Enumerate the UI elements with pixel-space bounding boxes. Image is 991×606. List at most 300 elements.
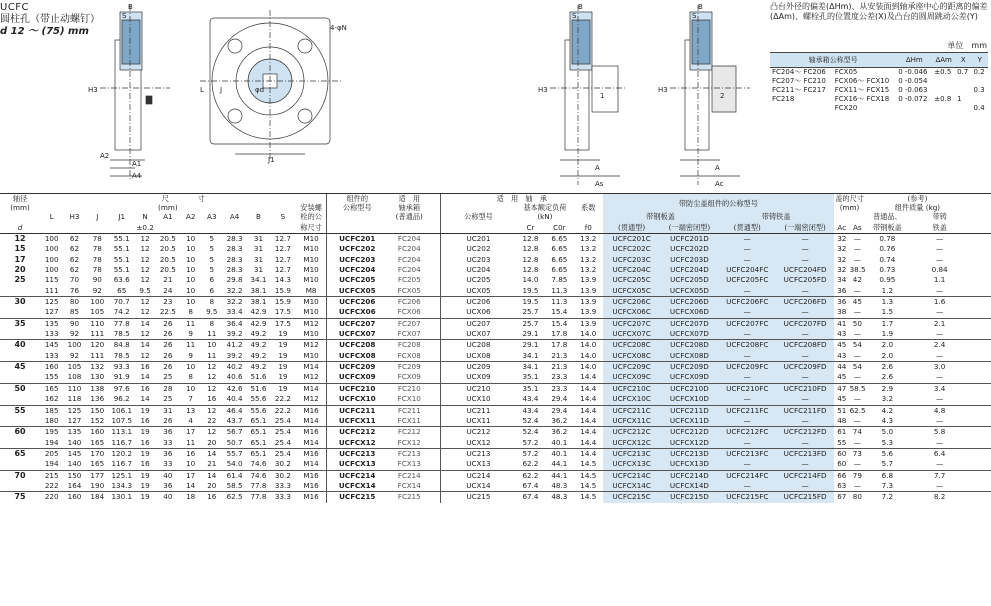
cell-j: 111 <box>90 329 105 339</box>
cell-fd: UCFC210FD <box>776 383 834 394</box>
cell-mc: — <box>936 437 944 447</box>
cell-bearing: UCX12 <box>440 438 516 449</box>
cell-unit: UCFC208 <box>327 340 387 351</box>
cell-b: 31 <box>253 254 264 264</box>
cell-m: 0.76 <box>879 244 896 254</box>
cell-mc: — <box>936 307 944 317</box>
cell-h3: 135 <box>63 427 85 438</box>
cell-m: 2.9 <box>865 383 909 394</box>
cell-mc: 0.84 <box>931 265 948 275</box>
cell-mc: — <box>936 415 944 425</box>
cell-s: 22.2 <box>274 394 291 404</box>
cell-fd: — <box>776 329 834 340</box>
cell-h3: 145 <box>63 448 85 459</box>
cell-fd: UCFC208FD <box>776 340 834 351</box>
cell-a4: 28.3 <box>226 234 243 243</box>
cell-a1: 26 <box>163 350 173 360</box>
cell-a3: 12 <box>207 372 217 382</box>
cell-housing: FCX12 <box>397 437 421 447</box>
cell-a1: 26 <box>156 318 180 329</box>
cell-a2: 10 <box>186 275 196 285</box>
cell-l: 222 <box>44 480 59 490</box>
cell-a2: 13 <box>180 405 201 416</box>
cell-fc: — <box>718 372 776 383</box>
deviation-table <box>770 52 988 113</box>
cell-j: 150 <box>86 405 109 416</box>
cell-as: 54 <box>850 362 866 373</box>
h-housing-1: 轴承箱 <box>398 203 421 212</box>
cell-cor: 44.1 <box>545 470 574 481</box>
table-row <box>0 372 991 383</box>
cell-cr: 62.2 <box>516 470 545 481</box>
cell-fd: — <box>776 416 834 427</box>
cell-a2: 18 <box>180 492 201 503</box>
label-h3b: H3 <box>538 86 548 94</box>
cell-bolt: M10 <box>303 307 319 317</box>
cell-l: 215 <box>40 470 63 481</box>
label-as: As <box>595 180 604 188</box>
cell-unit: UCFC212 <box>327 427 387 438</box>
cell-sd: UCFCX13D <box>661 459 719 470</box>
cell-a3: 9.5 <box>206 307 218 317</box>
table-row <box>0 481 991 492</box>
cell-mc: 1.1 <box>933 275 946 285</box>
cell-n: 14 <box>135 318 156 329</box>
cell-ac: 36 <box>837 285 847 295</box>
cell-sc: UCFC207C <box>603 318 661 329</box>
cell-unit: UCFC201 <box>327 234 387 245</box>
cell-housing: FC212 <box>387 427 431 438</box>
cell-bolt: M16 <box>296 448 327 459</box>
cell-fd: — <box>776 307 834 318</box>
cell-f0: 13.2 <box>580 244 597 254</box>
cell-ac: 43 <box>837 329 847 339</box>
cell-housing: FC215 <box>387 492 431 503</box>
dev-xmodel: FCX20 <box>834 104 858 112</box>
table-row <box>0 340 991 351</box>
cell-m: 2.6 <box>881 372 894 382</box>
cell-a2: 16 <box>180 448 201 459</box>
cell-sc: UCFC206C <box>603 297 661 308</box>
cell-mc: — <box>936 372 944 382</box>
cell-fd: — <box>776 372 834 383</box>
dev-y: 0.2 <box>973 68 985 76</box>
cell-bearing: UC202 <box>440 244 516 254</box>
cell-fc: UCFC211FC <box>718 405 776 416</box>
cell-bolt: M10 <box>303 254 319 264</box>
table-row <box>0 405 991 416</box>
cell-as: 79 <box>850 470 866 481</box>
bearing-drawings <box>60 0 760 192</box>
cell-ac: 32 <box>837 234 847 243</box>
h-ac: Ac <box>834 221 850 234</box>
cell-h3: 110 <box>63 383 85 394</box>
cell-j: 132 <box>86 362 109 373</box>
size-range: d 12 ～ (75) mm <box>0 26 89 37</box>
cell-bolt: M16 <box>303 480 319 490</box>
cell-j1: 134.3 <box>111 480 133 490</box>
cell-cor: 29.4 <box>545 405 574 416</box>
cell-fd: — <box>776 234 834 245</box>
cell-unit: UCFCX14 <box>327 481 387 492</box>
cell-f0: 14.4 <box>574 383 603 394</box>
cell-b: 31 <box>253 265 264 275</box>
cell-s: 19 <box>270 340 296 351</box>
cell-ac: 45 <box>837 372 847 382</box>
cell-j1: 120.2 <box>109 448 135 459</box>
cell-l: 162 <box>44 394 59 404</box>
cell-housing: FC210 <box>387 383 431 394</box>
cell-m: 4.2 <box>865 405 909 416</box>
cell-b: 77.8 <box>250 480 267 490</box>
cell-h3: 62 <box>69 254 80 264</box>
label-j1: J1 <box>268 156 275 164</box>
cell-d <box>0 416 40 427</box>
cell-bolt: M12 <box>303 372 319 382</box>
cell-j1: 107.5 <box>111 415 133 425</box>
cell-d <box>0 329 40 340</box>
table-row <box>0 297 991 308</box>
cell-a3: 14 <box>201 448 222 459</box>
cell-s: 19 <box>278 372 288 382</box>
cell-h3: 150 <box>63 470 85 481</box>
cell-a4: 42.6 <box>222 383 246 394</box>
dev-hm: 0 -0.046 <box>898 68 928 76</box>
cell-sd: UCFC203D <box>661 255 719 265</box>
cell-fc: UCFC215FC <box>718 492 776 503</box>
cell-j: 111 <box>90 350 105 360</box>
cell-a3: 22 <box>207 415 217 425</box>
cell-a4: 28.3 <box>226 265 243 275</box>
table-row <box>0 459 991 470</box>
cell-sd: UCFCX11D <box>661 416 719 427</box>
h-cast: 带铸铁盖 <box>718 212 834 221</box>
cell-a4: 36.4 <box>222 318 246 329</box>
cell-cor: 15.4 <box>545 318 574 329</box>
cell-l: 165 <box>40 383 63 394</box>
cell-sc: UCFCX08C <box>603 351 661 362</box>
cell-mc: 8.2 <box>910 492 970 503</box>
cell-fc: — <box>718 416 776 427</box>
deviation-row <box>770 95 988 104</box>
cell-cor: 36.2 <box>545 427 574 438</box>
cell-bearing: UC206 <box>440 297 516 308</box>
h-S: S <box>280 212 286 221</box>
cell-l: 135 <box>40 318 63 329</box>
cell-j: 138 <box>86 383 109 394</box>
cell-a4: 32.2 <box>226 285 243 295</box>
cell-fc: UCFC210FC <box>718 383 776 394</box>
h-load-1: (kN) <box>537 212 553 221</box>
cell-a1: 33 <box>163 437 173 447</box>
table-row <box>0 275 991 285</box>
cell-a2: 10 <box>186 244 196 254</box>
cell-l: 125 <box>40 297 63 308</box>
cell-l: 194 <box>44 437 59 447</box>
cell-j: 170 <box>86 448 109 459</box>
cell-d: 55 <box>0 405 40 416</box>
h-A3: A3 <box>207 212 217 221</box>
cell-f0: 14.5 <box>580 480 597 490</box>
cell-l: 155 <box>44 372 59 382</box>
cell-j1: 130.1 <box>109 492 135 503</box>
cell-fd: — <box>776 481 834 492</box>
cell-sd: UCFC206D <box>661 297 719 308</box>
cell-s: 12.7 <box>274 234 291 243</box>
h-cor: C0r <box>545 221 574 234</box>
cell-h3: 62 <box>69 244 80 254</box>
cell-unit: UCFC207 <box>327 318 387 329</box>
cell-j1: 77.8 <box>109 318 135 329</box>
cell-a2: 9 <box>188 329 193 339</box>
cell-a1: 24 <box>163 285 173 295</box>
deviation-row <box>770 104 988 113</box>
cell-fd: UCFC206FD <box>776 297 834 308</box>
cell-a4: 33.4 <box>226 307 243 317</box>
cell-sd: UCFCX08D <box>661 351 719 362</box>
cell-d: 20 <box>14 265 26 275</box>
cell-a2: 17 <box>180 427 201 438</box>
cell-f0: 13.9 <box>580 275 597 285</box>
cell-fc: UCFC206FC <box>718 297 776 308</box>
cell-cr: 14.0 <box>522 275 539 285</box>
cell-a3: 20 <box>207 480 217 490</box>
cell-d <box>0 286 40 297</box>
cell-a3: 8 <box>201 297 222 308</box>
table-row <box>0 234 991 245</box>
series-title: UCFC <box>0 2 30 13</box>
cell-a1: 22.5 <box>159 307 176 317</box>
h-mass-1: 组件质量 (kg) <box>894 203 941 212</box>
cell-bearing: UCX07 <box>440 329 516 340</box>
cell-n: 14 <box>135 340 156 351</box>
cell-a4: 41.2 <box>222 340 246 351</box>
cell-a3: 11 <box>207 350 217 360</box>
cell-unit: UCFCX11 <box>327 416 387 427</box>
cell-fd: UCFC213FD <box>776 448 834 459</box>
cell-j: 92 <box>92 285 102 295</box>
cell-fc: UCFC213FC <box>718 448 776 459</box>
cell-f0: 14.4 <box>580 372 597 382</box>
cell-j1: 55.1 <box>113 234 130 243</box>
cell-as: — <box>853 254 861 264</box>
cell-unit: UCFCX10 <box>327 394 387 405</box>
cell-unit: UCFCX06 <box>327 307 387 318</box>
label-d: φd <box>255 86 265 94</box>
cell-ac: 32 <box>837 265 847 275</box>
cell-s: 25.4 <box>270 448 296 459</box>
cell-n: 19 <box>135 405 156 416</box>
cell-mc: — <box>936 329 944 339</box>
cell-a1: 20.5 <box>159 234 176 243</box>
cell-n: 9.5 <box>139 285 151 295</box>
cell-m: 0.74 <box>879 254 896 264</box>
cell-n: 12 <box>140 254 150 264</box>
cell-cor: 29.4 <box>551 394 568 404</box>
cell-f0: 14.0 <box>580 329 597 339</box>
cell-housing: FCX08 <box>397 350 421 360</box>
cell-j1: 55.1 <box>113 254 130 264</box>
dev-h-y: Y <box>972 53 988 68</box>
cell-sc: UCFC213C <box>603 448 661 459</box>
cell-bearing: UC213 <box>440 448 516 459</box>
cell-f0: 13.2 <box>580 234 597 243</box>
h-ord-1: (贯通型) <box>603 221 661 234</box>
cell-a4: 61.4 <box>222 470 246 481</box>
cell-bearing: UCX10 <box>440 394 516 405</box>
cell-bolt: M14 <box>296 362 327 373</box>
cell-f0: 14.4 <box>580 415 597 425</box>
cell-d: 75 <box>0 492 40 503</box>
cell-b: 77.8 <box>247 492 270 503</box>
cell-sc: UCFC210C <box>603 383 661 394</box>
h-m3: 带铸 <box>932 212 947 221</box>
cell-j: 100 <box>86 297 109 308</box>
cell-sd: UCFCX12D <box>661 438 719 449</box>
cell-h3: 108 <box>67 372 82 382</box>
cell-b: 74.6 <box>250 459 267 469</box>
cell-a4: 62.5 <box>222 492 246 503</box>
cell-sc: UCFC203C <box>603 255 661 265</box>
dev-x <box>955 77 971 86</box>
cell-a3: 5 <box>209 254 215 264</box>
cell-n: 16 <box>135 362 156 373</box>
cell-bolt: M12 <box>296 340 327 351</box>
cell-bolt: M10 <box>303 275 319 285</box>
cell-l: 100 <box>44 234 59 243</box>
cell-cr: 19.5 <box>522 285 539 295</box>
cell-cr: 34.1 <box>516 362 545 373</box>
cell-ac: 36 <box>834 297 850 308</box>
cell-ac: 45 <box>837 394 847 404</box>
cell-bolt: M12 <box>296 318 327 329</box>
cell-m: 5.3 <box>881 437 894 447</box>
cell-a2: 14 <box>186 480 196 490</box>
cell-h3: 70 <box>69 275 80 285</box>
cell-sd: UCFC213D <box>661 448 719 459</box>
cell-a2: 8 <box>188 307 193 317</box>
label-a4: A4 <box>132 172 142 180</box>
label-n1: 1 <box>600 92 605 100</box>
cell-h3: 62 <box>69 265 80 275</box>
cell-housing: FC213 <box>387 448 431 459</box>
cell-a2: 11 <box>180 340 201 351</box>
cell-sc: UCFC211C <box>603 405 661 416</box>
cell-a2: 10 <box>186 265 196 275</box>
cell-cor: 6.65 <box>551 265 568 275</box>
cell-cr: 67.4 <box>516 492 545 503</box>
h-size-mm: (mm) <box>158 203 178 212</box>
cell-bearing: UC211 <box>440 405 516 416</box>
label-n2: 2 <box>720 92 725 100</box>
cell-j: 136 <box>90 394 105 404</box>
dev-hm: 0 -0.072 <box>898 95 928 103</box>
cell-a4: 28.3 <box>226 244 243 254</box>
cell-cr: 25.7 <box>516 318 545 329</box>
cell-d: 45 <box>0 362 40 373</box>
h-steel: 带钢板盖 <box>603 212 719 221</box>
cell-cr: 25.7 <box>522 307 539 317</box>
cell-f0: 14.5 <box>574 470 603 481</box>
cell-j: 190 <box>90 480 105 490</box>
cell-housing: FC204 <box>397 265 421 275</box>
cell-fc: UCFC207FC <box>718 318 776 329</box>
cell-sd: UCFC201D <box>661 234 719 245</box>
cell-s: 15.9 <box>270 297 296 308</box>
cell-sc: UCFC208C <box>603 340 661 351</box>
cell-housing: FCX14 <box>397 480 421 490</box>
cell-s: 12.7 <box>274 265 291 275</box>
cell-n: 16 <box>140 437 150 447</box>
cell-as: — <box>853 244 861 254</box>
cell-unit: UCFC203 <box>327 255 387 265</box>
table-row <box>0 244 991 254</box>
cell-b: 74.6 <box>247 470 270 481</box>
cell-mc: 4.8 <box>910 405 970 416</box>
cell-a3: 12 <box>201 405 222 416</box>
table-row <box>0 286 991 297</box>
label-a2: A2 <box>100 152 110 160</box>
cell-a1: 36 <box>163 480 173 490</box>
h-A2: A2 <box>185 212 196 221</box>
cell-j1: 93.3 <box>109 362 135 373</box>
h-shaft: 轴径 <box>0 194 40 204</box>
cell-sd: UCFCX14D <box>661 481 719 492</box>
cell-l: 195 <box>40 427 63 438</box>
cell-unit: UCFC206 <box>327 297 387 308</box>
cell-j1: 113.1 <box>109 427 135 438</box>
cell-n: 12 <box>140 275 150 285</box>
cell-h3: 76 <box>69 285 80 295</box>
cell-s: 25.4 <box>270 427 296 438</box>
cell-housing: FCX09 <box>397 372 421 382</box>
dev-model <box>770 104 833 113</box>
cell-cor: 40.1 <box>545 448 574 459</box>
cell-unit: UCFC205 <box>327 275 387 285</box>
cell-h3: 125 <box>63 405 85 416</box>
cell-fd: UCFC204FD <box>776 265 834 275</box>
cell-fd: UCFC207FD <box>776 318 834 329</box>
cell-cor: 21.3 <box>545 362 574 373</box>
cell-as: — <box>853 415 861 425</box>
cell-h3: 100 <box>63 340 85 351</box>
cell-unit: UCFC209 <box>327 362 387 373</box>
cell-sc: UCFCX06C <box>603 307 661 318</box>
cell-a2: 10 <box>186 234 196 243</box>
table-row <box>0 427 991 438</box>
cell-housing: FC208 <box>387 340 431 351</box>
cell-m: 1.7 <box>865 318 909 329</box>
cell-b: 65.1 <box>247 427 270 438</box>
cell-unit: UCFCX09 <box>327 372 387 383</box>
cell-bearing: UCX11 <box>440 416 516 427</box>
cell-m: 1.2 <box>881 285 894 295</box>
cell-j1: 78.5 <box>113 350 130 360</box>
cell-fd: — <box>776 286 834 297</box>
cell-sd: UCFCX10D <box>661 394 719 405</box>
cell-bearing: UC214 <box>440 470 516 481</box>
cell-j1: 84.8 <box>109 340 135 351</box>
cell-fc: — <box>718 234 776 245</box>
cell-a3: 10 <box>201 340 222 351</box>
h-as: As <box>850 221 866 234</box>
cell-unit: UCFCX12 <box>327 438 387 449</box>
dev-x: 1 <box>957 95 962 103</box>
cell-ac: 47 <box>834 383 850 394</box>
cell-n: 19 <box>140 480 150 490</box>
label-j: J <box>220 86 223 94</box>
cell-m: 1.9 <box>881 329 894 339</box>
